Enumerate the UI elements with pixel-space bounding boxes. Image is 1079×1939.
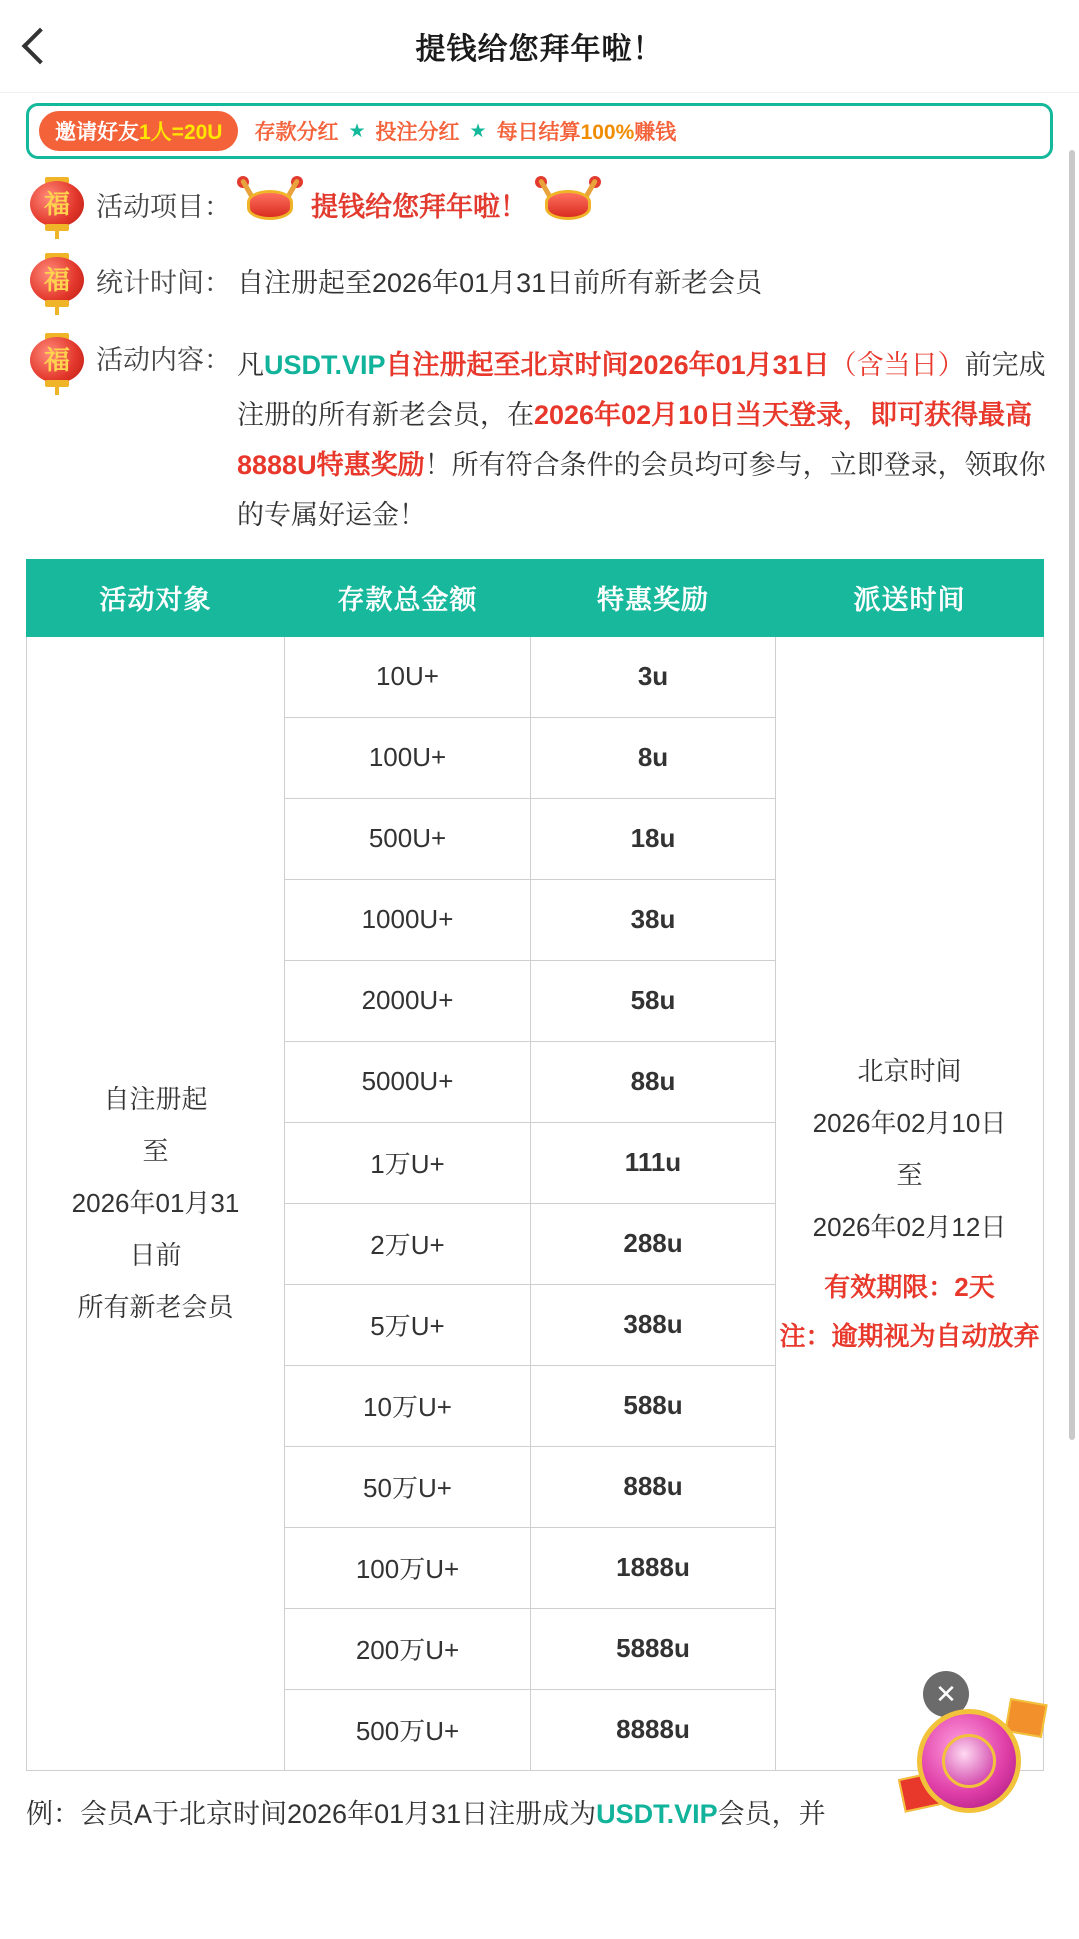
close-icon[interactable]: ✕ [923, 1671, 969, 1717]
app-header [0, 0, 1079, 93]
table-cell-amount: 2万U+ [285, 1203, 531, 1284]
para-p2: 自注册起至北京时间2026年01月31日 [385, 350, 830, 380]
para-p4: 前完成注册的所有新老会员，在 [237, 350, 1046, 430]
table-cell-reward: 111u [531, 1122, 776, 1203]
table-header-row [27, 559, 1044, 636]
back-button[interactable] [0, 33, 72, 59]
star-icon-2: ★ [469, 120, 487, 142]
table-cell-reward: 8u [531, 717, 776, 798]
para-p6: ！所有符合条件的会员均可参与，立即登录，领取你的专属好运金！ [237, 449, 1046, 530]
content-label: 活动内容： [96, 345, 231, 375]
table-cell-amount: 50万U+ [285, 1446, 531, 1527]
info-row-content [26, 329, 1053, 541]
table-cell-reward: 388u [531, 1284, 776, 1365]
table-cell-reward: 88u [531, 1041, 776, 1122]
table-cell-amount: 10U+ [285, 636, 531, 717]
table-cell-target: 自注册起 至 2026年01月31 日前 所有新老会员 [27, 636, 285, 1770]
table-cell-reward: 3u [531, 636, 776, 717]
para-p3: （含当日） [829, 350, 965, 380]
lantern-icon-3: 福 [26, 329, 88, 391]
table-cell-reward: 1888u [531, 1527, 776, 1608]
brand-name: USDT.VIP [264, 350, 386, 380]
banner-item-daily [497, 116, 677, 146]
table-cell-amount: 5万U+ [285, 1284, 531, 1365]
table-cell-reward: 58u [531, 960, 776, 1041]
banner-daily-percent: 100% [580, 121, 635, 144]
schedule-note-expiry: 注：逾期视为自动放弃 [779, 1321, 1040, 1352]
table-cell-reward: 18u [531, 798, 776, 879]
gift-wheel-icon[interactable] [917, 1709, 1021, 1813]
table-cell-amount: 10万U+ [285, 1365, 531, 1446]
banner-item-deposit: 存款分红 [254, 121, 339, 144]
table-cell-reward: 588u [531, 1365, 776, 1446]
banner-daily-prefix: 每日结算 [496, 121, 581, 144]
page-scrollbar[interactable] [1069, 150, 1075, 1440]
table-body [27, 636, 1044, 1770]
info-row-time [26, 249, 1053, 311]
table-header-amount: 存款总金额 [285, 559, 531, 636]
lantern-icon-2: 福 [26, 249, 88, 311]
banner-daily-suffix: 赚钱 [634, 121, 677, 144]
table-cell-reward: 288u [531, 1203, 776, 1284]
table-cell-reward: 38u [531, 879, 776, 960]
table-cell-schedule: 北京时间 2026年02月10日 至 2026年02月12日 有效期限：2天 注：逾期视为自动放弃 [776, 636, 1044, 1770]
para-p1: 凡 [237, 350, 264, 380]
para-p5: 2026年02月10日当天登录，即可获得最高8888U特惠奖励 [237, 399, 1033, 480]
drum-icon-left [237, 176, 303, 232]
example-suffix: 会员，并 [717, 1798, 826, 1829]
table-row [27, 636, 1044, 717]
example-brand: USDT.VIP [596, 1798, 718, 1829]
time-label: 统计时间： [96, 267, 231, 298]
promo-table [26, 559, 1044, 1771]
table-cell-amount: 200万U+ [285, 1608, 531, 1689]
table-cell-reward: 8888u [531, 1689, 776, 1770]
table-header-reward: 特惠奖励 [531, 559, 776, 636]
info-row-project [26, 173, 1053, 235]
schedule-note-validity: 有效期限：2天 [824, 1271, 995, 1302]
table-cell-amount: 100U+ [285, 717, 531, 798]
table-header-target: 活动对象 [27, 559, 285, 636]
promo-banner [26, 103, 1053, 159]
table-cell-reward: 5888u [531, 1608, 776, 1689]
content-paragraph [237, 341, 1053, 541]
table-cell-amount: 2000U+ [285, 960, 531, 1041]
invite-pill [39, 111, 238, 151]
lantern-icon-1: 福 [26, 173, 88, 235]
invite-pill-prefix: 邀请好友 [55, 121, 139, 144]
invite-pill-highlight: 1人=20U [139, 121, 223, 144]
table-cell-amount: 1万U+ [285, 1122, 531, 1203]
project-label: 活动项目： [96, 191, 231, 222]
table-cell-amount: 100万U+ [285, 1527, 531, 1608]
time-value: 自注册起至2026年01月31日前所有新老会员 [237, 267, 763, 298]
table-cell-amount: 500U+ [285, 798, 531, 879]
drum-icon-right [535, 176, 601, 232]
promo-content [0, 103, 1079, 1836]
star-icon-1: ★ [348, 120, 366, 142]
table-cell-reward: 888u [531, 1446, 776, 1527]
project-value: 提钱给您拜年啦！ [311, 191, 527, 222]
example-prefix: 例：会员A于北京时间2026年01月31日注册成为 [26, 1798, 597, 1829]
back-chevron-icon [22, 28, 59, 65]
page-title: 提钱给您拜年啦！ [415, 33, 664, 66]
banner-item-bet: 投注分红 [375, 121, 460, 144]
table-cell-amount: 5000U+ [285, 1041, 531, 1122]
table-cell-amount: 500万U+ [285, 1689, 531, 1770]
table-header-schedule: 派送时间 [776, 559, 1044, 636]
table-cell-amount: 1000U+ [285, 879, 531, 960]
floating-promo-widget[interactable] [899, 1671, 1049, 1821]
